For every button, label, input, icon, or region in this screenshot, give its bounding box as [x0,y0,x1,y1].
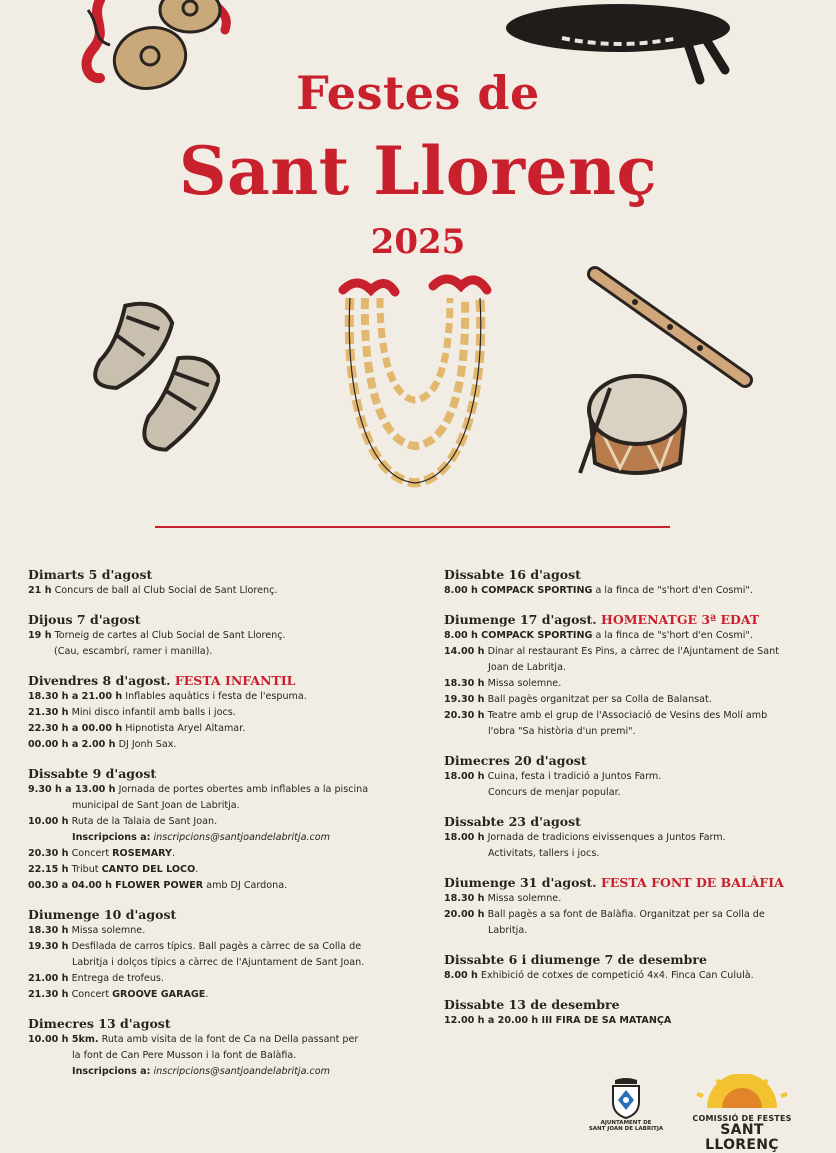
email-link[interactable]: inscripcions@santjoandelabritja.com [150,832,330,843]
event: 18.00 h Jornada de tradicions eivissenques a Juntos Farm. [444,832,726,843]
day-block [444,611,824,740]
day-block [444,566,824,599]
event: 10.00 h 5km. Ruta amb visita de la font de Ca na Della passant per [28,1034,359,1045]
event: 22.15 h Tribut CANTO DEL LOCO. [28,864,199,875]
title-line2: Sant Llorenç [178,132,658,210]
day-block [444,951,824,984]
coat-of-arms-icon [609,1076,643,1120]
day-block [28,765,418,894]
day-title: Diumenge 17 d'agost. HOMENATGE 3ª EDAT [444,612,760,627]
event: 21.30 h Mini disco infantil amb balls i jocs. [28,707,236,718]
day-title: Diumenge 31 d'agost. FESTA FONT DE BALÀFIA [444,875,784,890]
event: 8.00 h COMPACK SPORTING a la finca de "s'hort d'en Cosmi". [444,630,753,641]
event-continuation: Labritja. [488,925,528,936]
event-continuation: l'obra "Sa història d'un premi". [488,726,636,737]
event: 20.00 h Ball pagès a sa font de Balàfia. Organitzat per sa Colla de [444,909,765,920]
day-title: Diumenge 10 d'agost [28,907,177,922]
event-continuation: Concurs de menjar popular. [488,787,621,798]
event: 21.00 h Entrega de trofeus. [28,973,164,984]
email-link[interactable]: inscripcions@santjoandelabritja.com [150,1066,330,1077]
event: 19 h Torneig de cartes al Club Social de Sant Llorenç. [28,630,286,641]
day-title: Dimecres 20 d'agost [444,753,587,768]
divider [155,526,670,528]
inscription-line: Inscripcions a: inscripcions@santjoandelabritja.com [72,1066,330,1077]
schedule-left-column [28,566,418,1092]
event-continuation: Activitats, tallers i jocs. [488,848,600,859]
event: 22.30 h a 00.00 h Hipnotista Aryel Altamar. [28,723,246,734]
event-continuation: Joan de Labritja. [488,662,567,673]
event: 20.30 h Teatre amb el grup de l'Associació de Vesins des Molí amb [444,710,768,721]
event: 18.30 h a 21.00 h Inflables aquàtics i festa de l'espuma. [28,691,307,702]
day-block [28,906,418,1003]
day-block [28,611,418,660]
day-block [28,1015,418,1080]
event-continuation: municipal de Sant Joan de Labritja. [72,800,240,811]
necklace-icon [335,268,495,493]
year: 2025 [370,222,466,262]
comissio-caption-1: COMISSIÓ DE FESTES [692,1114,792,1123]
event: 8.00 h COMPACK SPORTING a la finca de "s'hort d'en Cosmi". [444,585,753,596]
event: 14.00 h Dinar al restaurant Es Pins, a càrrec de l'Ajuntament de Sant [444,646,779,657]
espardenyes-icon [90,292,220,472]
inscription-line: Inscripcions a: inscripcions@santjoandelabritja.com [72,832,330,843]
event-continuation: la font de Can Pere Musson i la font de Balàfia. [72,1050,297,1061]
day-title: Dimarts 5 d'agost [28,567,153,582]
event: 00.30 a 04.00 h FLOWER POWER amb DJ Cardona. [28,880,288,891]
title-line1: Festes de [296,66,540,120]
day-block [28,672,418,753]
event: 8.00 h Exhibició de cotxes de competició 4x4. Finca Can Cululà. [444,970,754,981]
day-block [444,996,824,1029]
event: 00.00 h a 2.00 h DJ Jonh Sax. [28,739,177,750]
event: 20.30 h Concert ROSEMARY. [28,848,176,859]
event-continuation: Labritja i dolços típics a càrrec de l'Ajuntament de Sant Joan. [72,957,365,968]
day-title: Dissabte 23 d'agost [444,814,581,829]
event: 21 h Concurs de ball al Club Social de Sant Llorenç. [28,585,278,596]
day-title: Dissabte 9 d'agost [28,766,157,781]
event-continuation: (Cau, escambrí, ramer i manilla). [54,646,213,657]
event: 19.30 h Ball pagès organitzat per sa Colla de Balansat. [444,694,712,705]
day-block [444,813,824,862]
schedule-right-column [444,566,824,1041]
day-title: Dissabte 13 de desembre [444,997,620,1012]
day-title: Dissabte 16 d'agost [444,567,581,582]
event: 10.00 h Ruta de la Talaia de Sant Joan. [28,816,218,827]
event: 18.00 h Cuina, festa i tradició a Juntos Farm. [444,771,662,782]
ajuntament-caption-1: AJUNTAMENT DE [600,1120,652,1126]
day-title: Dijous 7 d'agost [28,612,141,627]
day-block [28,566,418,599]
comissio-logo [684,1074,800,1153]
day-title: Divendres 8 d'agost. FESTA INFANTIL [28,673,296,688]
ajuntament-logo [588,1076,664,1139]
event: 19.30 h Desfilada de carros típics. Ball pagès a càrrec de sa Colla de [28,941,362,952]
event: 18.30 h Missa solemne. [28,925,146,936]
ajuntament-caption-2: SANT JOAN DE LABRITJA [588,1126,664,1132]
event: 21.30 h Concert GROOVE GARAGE. [28,989,209,1000]
sun-icon [687,1074,797,1108]
drum-icon [575,368,695,483]
day-block [444,752,824,801]
day-title: Dimecres 13 d'agost [28,1016,171,1031]
comissio-caption-2: SANT LLORENÇ [705,1122,779,1153]
event: 18.30 h Missa solemne. [444,893,562,904]
event: 12.00 h a 20.00 h III FIRA DE SA MATANÇA [444,1015,672,1026]
day-block [444,874,824,939]
day-title: Dissabte 6 i diumenge 7 de desembre [444,952,707,967]
event: 18.30 h Missa solemne. [444,678,562,689]
event: 9.30 h a 13.00 h Jornada de portes obertes amb inflables a la piscina [28,784,369,795]
